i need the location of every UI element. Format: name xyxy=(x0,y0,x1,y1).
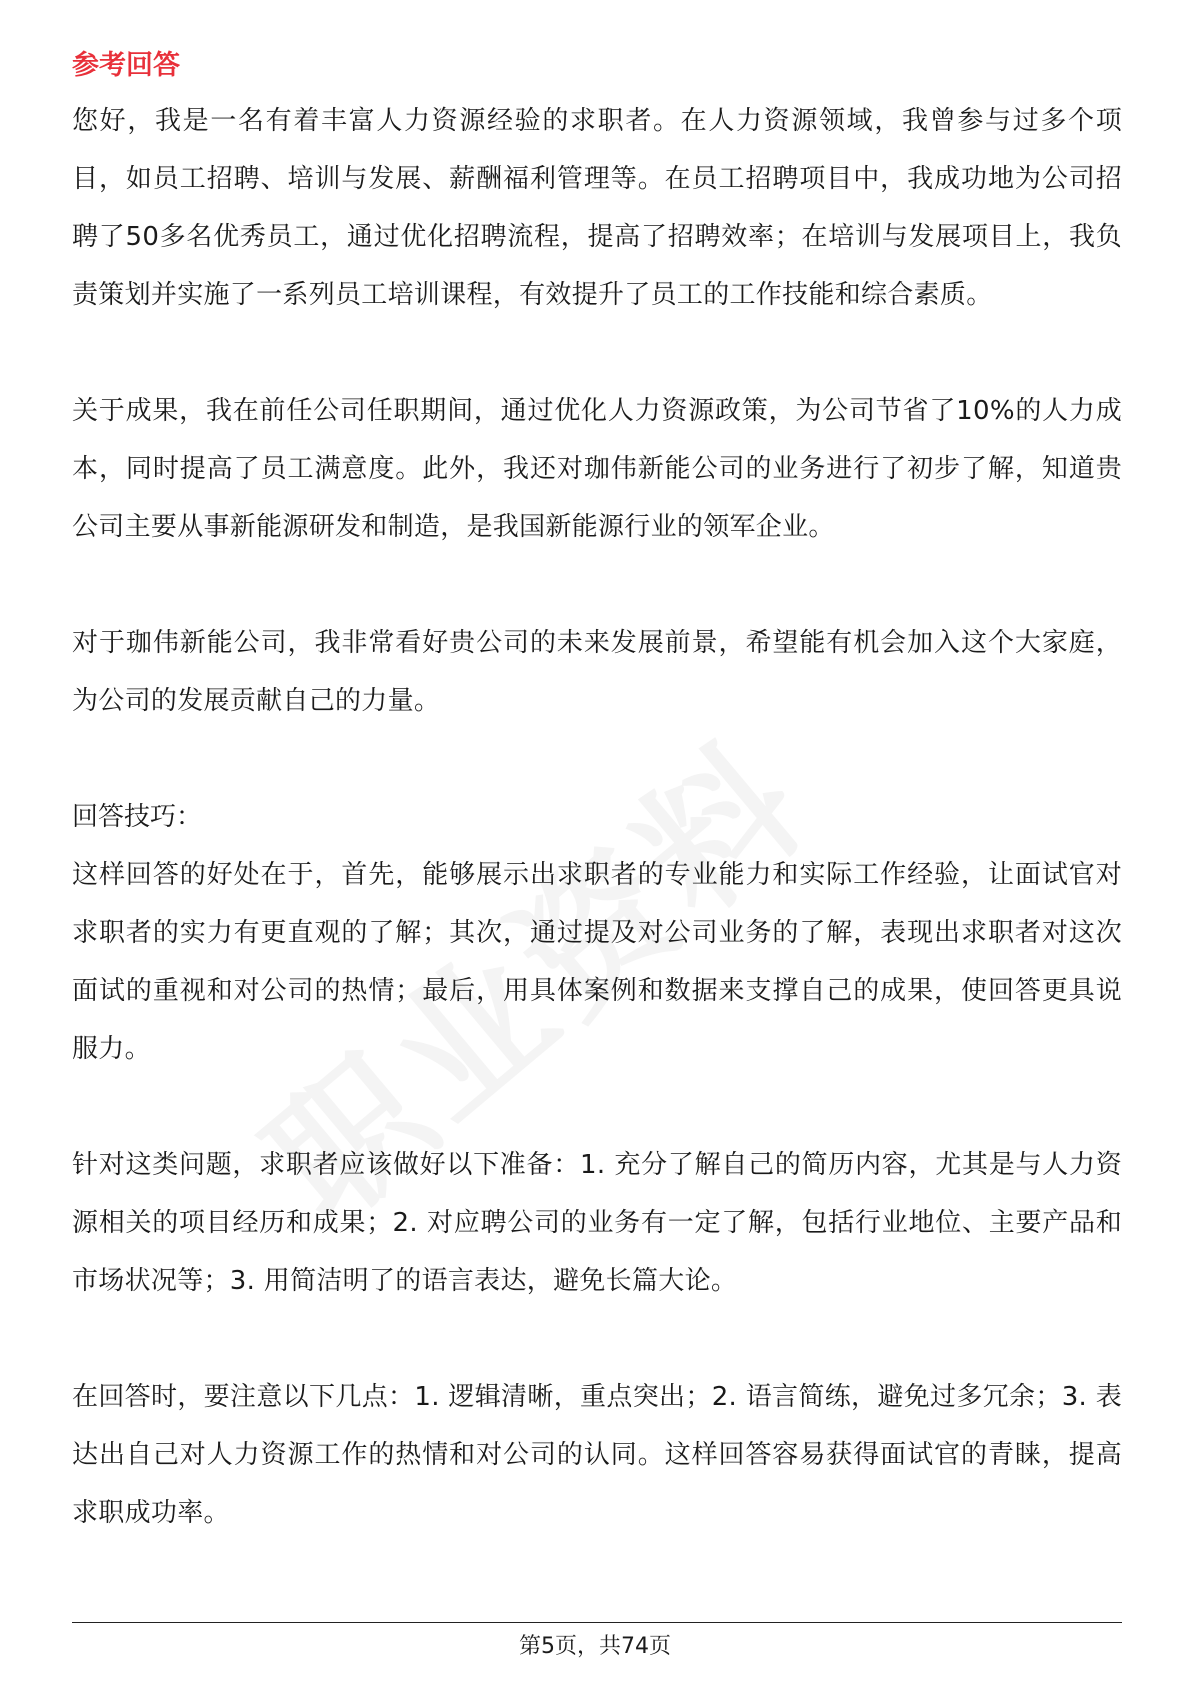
answer-paragraph-1: 您好，我是一名有着丰富人力资源经验的求职者。在人力资源领域，我曾参与过多个项目，如员工招聘、培训与发展、薪酬福利管理等。在员工招聘项目中，我成功地为公司招聘了50多名优秀员工，通过优化招聘流程，提高了招聘效率；在培训与发展项目上，我负责策划并实施了一系列员工培训课程，有效提升了员工的工作技能和综合素质。 xyxy=(72,106,1122,310)
page-number: 第5页，共74页 xyxy=(519,1634,671,1659)
footer-divider xyxy=(72,1622,1122,1623)
tips-paragraph-2: 针对这类问题，求职者应该做好以下准备：1. 充分了解自己的简历内容，尤其是与人力资源相关的项目经历和成果；2. 对应聘公司的业务有一定了解，包括行业地位、主要产品和市场状况等；3. 用简洁明了的语言表达，避免长篇大论。 xyxy=(72,1150,1122,1296)
paragraph-spacer xyxy=(72,1310,1122,1368)
section-heading: 参考回答 xyxy=(72,50,180,81)
paragraph-spacer xyxy=(72,556,1122,614)
answer-content xyxy=(72,46,1122,1542)
paragraph-spacer xyxy=(72,1078,1122,1136)
paragraph-spacer xyxy=(72,324,1122,382)
tips-label: 回答技巧： xyxy=(72,802,203,832)
tips-paragraph-3: 在回答时，要注意以下几点：1. 逻辑清晰，重点突出；2. 语言简练，避免过多冗余；3. 表达出自己对人力资源工作的热情和对公司的认同。这样回答容易获得面试官的青睐，提高求职成功率。 xyxy=(72,1382,1122,1528)
tips-paragraph-1: 这样回答的好处在于，首先，能够展示出求职者的专业能力和实际工作经验，让面试官对求职者的实力有更直观的了解；其次，通过提及对公司业务的了解，表现出求职者对这次面试的重视和对公司的热情；最后，用具体案例和数据来支撑自己的成果，使回答更具说服力。 xyxy=(72,860,1122,1064)
answer-paragraph-2: 关于成果，我在前任公司任职期间，通过优化人力资源政策，为公司节省了10%的人力成本，同时提高了员工满意度。此外，我还对珈伟新能公司的业务进行了初步了解，知道贵公司主要从事新能源研发和制造，是我国新能源行业的领军企业。 xyxy=(72,396,1122,542)
answer-paragraph-3: 对于珈伟新能公司，我非常看好贵公司的未来发展前景，希望能有机会加入这个大家庭，为公司的发展贡献自己的力量。 xyxy=(72,628,1122,716)
paragraph-spacer xyxy=(72,730,1122,788)
